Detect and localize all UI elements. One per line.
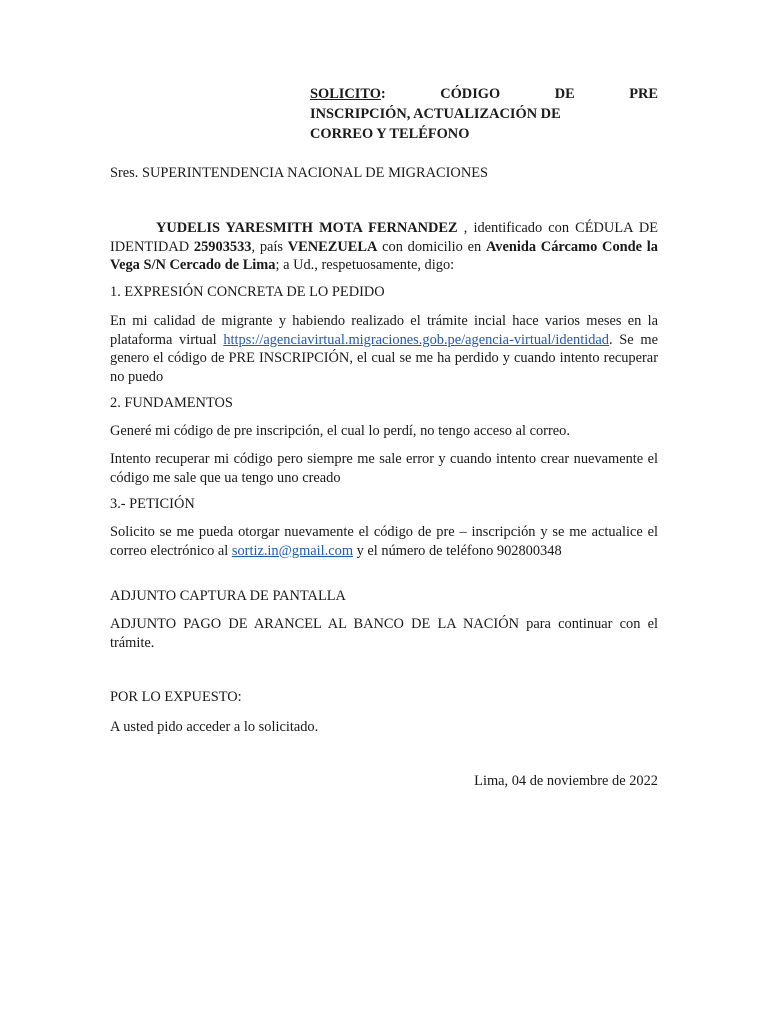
subject-line-2: INSCRIPCIÓN, ACTUALIZACIÓN DE	[310, 106, 561, 122]
date-line: Lima, 04 de noviembre de 2022	[474, 773, 658, 789]
section-2-heading: 2. FUNDAMENTOS	[110, 395, 233, 411]
migraciones-link[interactable]: https://agenciavirtual.migraciones.gob.pe/agencia-virtual/identidad	[223, 331, 609, 348]
recipient-line: Sres. SUPERINTENDENCIA NACIONAL DE MIGRACIONES	[110, 165, 489, 181]
subject-word: CÓDIGO	[440, 86, 501, 102]
section-1-text-b: . Se me genero el código de PRE INSCRIPCIÓN, el cual se me ha perdido y cuando intento recuperar no puedo	[110, 331, 659, 385]
intro-text-4: ; a Ud., respetuosamente, digo:	[275, 257, 455, 273]
subject-label: SOLICITO	[310, 86, 381, 102]
section-3-paragraph	[110, 523, 658, 560]
por-lo-expuesto: POR LO EXPUESTO:	[110, 689, 242, 705]
subject-block	[310, 84, 658, 144]
section-1-paragraph	[110, 312, 658, 386]
intro-paragraph	[110, 219, 658, 275]
attachment-2	[110, 615, 658, 652]
subject-colon: :	[380, 86, 386, 102]
intro-text-2: , país	[251, 238, 288, 255]
subject-word: DE	[554, 86, 575, 102]
section-3-heading: 3.- PETICIÓN	[110, 496, 195, 512]
section-1-heading: 1. EXPRESIÓN CONCRETA DE LO PEDIDO	[110, 284, 385, 300]
email-link[interactable]: sortiz.in@gmail.com	[231, 542, 354, 559]
section-3-text-a: Solicito se me pueda otorgar nuevamente el código de pre – inscripción y se me actualice el correo electrónico al	[110, 524, 658, 559]
section-3-text-b: y el número de teléfono 902800348	[353, 542, 562, 559]
intro-text-3: con domicilio en	[377, 238, 486, 255]
section-2-paragraph-1: Generé mi código de pre inscripción, el cual lo perdí, no tengo acceso al correo.	[110, 423, 570, 439]
section-2-paragraph-2: Intento recuperar mi código pero siempre me sale error y cuando intento crear nuevamente el código me sale que ua tengo uno creado	[110, 451, 658, 486]
id-number: 25903533	[193, 238, 252, 255]
attachment-2-text-a: ADJUNTO PAGO DE ARANCEL AL BANCO DE LA NACIÓN	[110, 616, 519, 632]
subject-line-3: CORREO Y TELÉFONO	[310, 126, 470, 142]
intro-text-1: , identificado con CÉDULA DE IDENTIDAD	[110, 220, 658, 255]
address: Avenida Cárcamo Conde la Vega S/N Cercado de Lima	[110, 238, 658, 273]
subject-word: PRE	[629, 86, 658, 102]
section-1-text-a: En mi calidad de migrante y habiendo realizado el trámite incial hace varios meses en la plataforma virtual	[110, 313, 658, 348]
attachment-1: ADJUNTO CAPTURA DE PANTALLA	[110, 588, 346, 604]
country: VENEZUELA	[287, 238, 378, 255]
attachment-2-text-b: para continuar con el trámite.	[110, 616, 658, 651]
applicant-name: YUDELIS YARESMITH MOTA FERNANDEZ	[156, 220, 458, 236]
closing-request: A usted pido acceder a lo solicitado.	[110, 719, 319, 735]
subject-line-1	[310, 84, 658, 104]
